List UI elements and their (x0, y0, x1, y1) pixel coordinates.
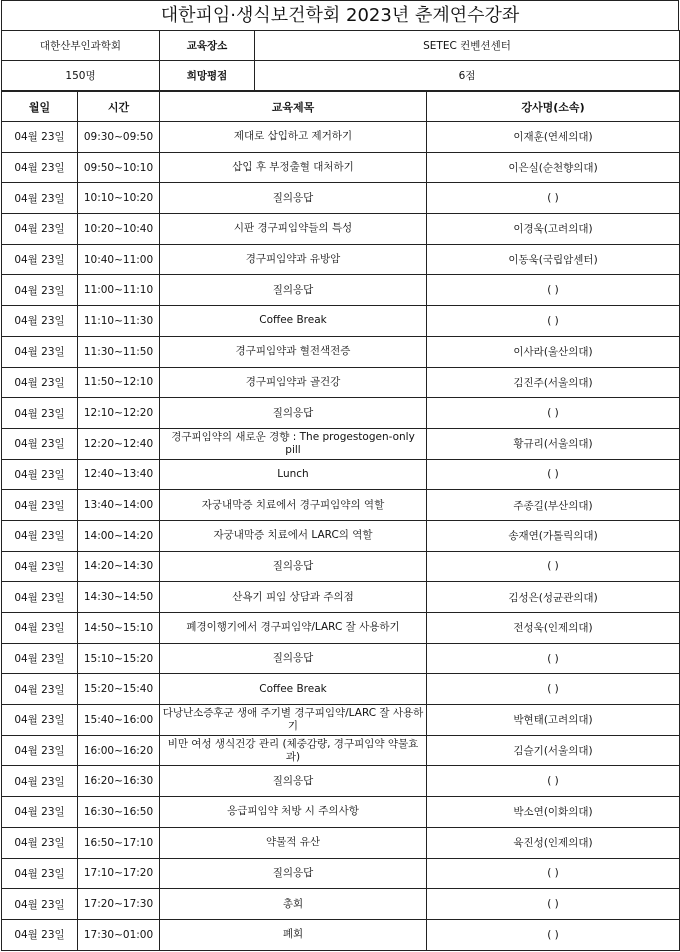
cell-date: 04월 23일 (2, 889, 78, 920)
cell-lecturer: 이사라(울산의대) (427, 336, 680, 367)
credit: 6점 (255, 61, 680, 91)
table-row (2, 306, 680, 337)
table-row (2, 122, 680, 153)
cell-time: 15:40~16:00 (78, 705, 160, 736)
cell-date: 04월 23일 (2, 367, 78, 398)
cell-subject: 산욕기 피임 상담과 주의점 (160, 582, 427, 613)
cell-time: 17:30~01:00 (78, 919, 160, 950)
cell-date: 04월 23일 (2, 551, 78, 582)
table-row (2, 244, 680, 275)
cell-time: 14:20~14:30 (78, 551, 160, 582)
cell-lecturer: ( ) (427, 398, 680, 429)
table-row (2, 797, 680, 828)
cell-lecturer: 이경욱(고려의대) (427, 214, 680, 245)
cell-time: 16:50~17:10 (78, 827, 160, 858)
cell-time: 15:10~15:20 (78, 643, 160, 674)
cell-time: 12:20~12:40 (78, 428, 160, 459)
cell-subject: Coffee Break (160, 674, 427, 705)
table-row (2, 520, 680, 551)
cell-date: 04월 23일 (2, 858, 78, 889)
schedule-body (2, 122, 680, 951)
table-row (2, 551, 680, 582)
cell-lecturer: ( ) (427, 674, 680, 705)
page-title: 대한피임·생식보건학회 2023년 춘계연수강좌 (1, 0, 679, 30)
schedule-page (1, 0, 679, 951)
table-row (2, 858, 680, 889)
cell-time: 09:50~10:10 (78, 152, 160, 183)
cell-date: 04월 23일 (2, 336, 78, 367)
cell-time: 12:40~13:40 (78, 459, 160, 490)
cell-date: 04월 23일 (2, 152, 78, 183)
cell-subject: 시판 경구피임약들의 특성 (160, 214, 427, 245)
cell-subject: 비만 여성 생식건강 관리 (체중감량, 경구피임약 약물효과) (160, 735, 427, 766)
cell-lecturer: ( ) (427, 766, 680, 797)
table-row (2, 643, 680, 674)
table-row (2, 766, 680, 797)
cell-lecturer: 박현태(고려의대) (427, 705, 680, 736)
cell-date: 04월 23일 (2, 735, 78, 766)
cell-lecturer: ( ) (427, 643, 680, 674)
column-header-time: 시간 (78, 92, 160, 122)
cell-date: 04월 23일 (2, 582, 78, 613)
table-row (2, 275, 680, 306)
cell-subject: 질의응답 (160, 766, 427, 797)
cell-lecturer: 이재훈(연세의대) (427, 122, 680, 153)
cell-date: 04월 23일 (2, 490, 78, 521)
cell-lecturer: 송재연(가톨릭의대) (427, 520, 680, 551)
cell-subject: 폐회 (160, 919, 427, 950)
table-row (2, 613, 680, 644)
cell-date: 04월 23일 (2, 766, 78, 797)
capacity: 150명 (2, 61, 160, 91)
column-header-date: 월일 (2, 92, 78, 122)
cell-time: 17:10~17:20 (78, 858, 160, 889)
cell-date: 04월 23일 (2, 244, 78, 275)
cell-time: 11:30~11:50 (78, 336, 160, 367)
credit-label: 희망평점 (160, 61, 255, 91)
cell-time: 11:00~11:10 (78, 275, 160, 306)
cell-subject: 질의응답 (160, 398, 427, 429)
cell-lecturer: 이은실(순천향의대) (427, 152, 680, 183)
cell-subject: 경구피임약의 새로운 경향 : The progestogen-only pill (160, 428, 427, 459)
cell-subject: Coffee Break (160, 306, 427, 337)
cell-subject: 다낭난소증후군 생애 주기별 경구피임약/LARC 잘 사용하기 (160, 705, 427, 736)
cell-subject: 경구피임약과 골건강 (160, 367, 427, 398)
cell-lecturer: ( ) (427, 459, 680, 490)
cell-subject: 경구피임약과 혈전색전증 (160, 336, 427, 367)
cell-date: 04월 23일 (2, 919, 78, 950)
cell-time: 11:10~11:30 (78, 306, 160, 337)
cell-time: 11:50~12:10 (78, 367, 160, 398)
info-row-venue (2, 31, 680, 61)
cell-time: 14:30~14:50 (78, 582, 160, 613)
cell-date: 04월 23일 (2, 122, 78, 153)
cell-lecturer: ( ) (427, 183, 680, 214)
table-row (2, 367, 680, 398)
info-table (1, 30, 680, 91)
cell-time: 16:00~16:20 (78, 735, 160, 766)
venue-label: 교육장소 (160, 31, 255, 61)
schedule-header-row (2, 92, 680, 122)
cell-date: 04월 23일 (2, 520, 78, 551)
cell-subject: 질의응답 (160, 183, 427, 214)
cell-time: 15:20~15:40 (78, 674, 160, 705)
cell-time: 10:40~11:00 (78, 244, 160, 275)
cell-time: 14:00~14:20 (78, 520, 160, 551)
cell-subject: 질의응답 (160, 858, 427, 889)
cell-subject: 약물적 유산 (160, 827, 427, 858)
cell-subject: 자궁내막증 치료에서 경구피임약의 역할 (160, 490, 427, 521)
cell-time: 13:40~14:00 (78, 490, 160, 521)
cell-time: 16:20~16:30 (78, 766, 160, 797)
cell-lecturer: 전성욱(인제의대) (427, 613, 680, 644)
table-row (2, 398, 680, 429)
cell-subject: 총회 (160, 889, 427, 920)
cell-date: 04월 23일 (2, 183, 78, 214)
cell-lecturer: 김진주(서울의대) (427, 367, 680, 398)
cell-date: 04월 23일 (2, 214, 78, 245)
cell-time: 17:20~17:30 (78, 889, 160, 920)
cell-date: 04월 23일 (2, 643, 78, 674)
cell-date: 04월 23일 (2, 674, 78, 705)
cell-lecturer: ( ) (427, 919, 680, 950)
table-row (2, 459, 680, 490)
cell-lecturer: 이동욱(국립암센터) (427, 244, 680, 275)
table-row (2, 674, 680, 705)
cell-subject: Lunch (160, 459, 427, 490)
cell-time: 14:50~15:10 (78, 613, 160, 644)
cell-time: 09:30~09:50 (78, 122, 160, 153)
cell-lecturer: 박소연(이화의대) (427, 797, 680, 828)
cell-lecturer: ( ) (427, 275, 680, 306)
table-row (2, 336, 680, 367)
cell-date: 04월 23일 (2, 797, 78, 828)
table-row (2, 889, 680, 920)
table-row (2, 428, 680, 459)
cell-lecturer: 육진성(인제의대) (427, 827, 680, 858)
column-header-lecturer: 강사명(소속) (427, 92, 680, 122)
table-row (2, 582, 680, 613)
venue: SETEC 컨벤션센터 (255, 31, 680, 61)
cell-subject: 질의응답 (160, 643, 427, 674)
cell-subject: 질의응답 (160, 275, 427, 306)
cell-lecturer: ( ) (427, 306, 680, 337)
table-row (2, 490, 680, 521)
cell-lecturer: 황규리(서울의대) (427, 428, 680, 459)
cell-date: 04월 23일 (2, 306, 78, 337)
cell-lecturer: 김성은(성균관의대) (427, 582, 680, 613)
cell-time: 10:10~10:20 (78, 183, 160, 214)
schedule-table (1, 91, 680, 951)
cell-subject: 삽입 후 부정출혈 대처하기 (160, 152, 427, 183)
cell-date: 04월 23일 (2, 613, 78, 644)
cell-lecturer: 김슬기(서울의대) (427, 735, 680, 766)
cell-subject: 폐경이행기에서 경구피임약/LARC 잘 사용하기 (160, 613, 427, 644)
cell-lecturer: ( ) (427, 858, 680, 889)
cell-subject: 경구피임약과 유방암 (160, 244, 427, 275)
cell-date: 04월 23일 (2, 398, 78, 429)
info-row-credit (2, 61, 680, 91)
table-row (2, 214, 680, 245)
cell-date: 04월 23일 (2, 459, 78, 490)
cell-date: 04월 23일 (2, 275, 78, 306)
cell-subject: 제대로 삽입하고 제거하기 (160, 122, 427, 153)
cell-lecturer: ( ) (427, 551, 680, 582)
table-row (2, 735, 680, 766)
cell-subject: 질의응답 (160, 551, 427, 582)
cell-lecturer: ( ) (427, 889, 680, 920)
cell-time: 12:10~12:20 (78, 398, 160, 429)
cell-date: 04월 23일 (2, 827, 78, 858)
cell-date: 04월 23일 (2, 428, 78, 459)
table-row (2, 827, 680, 858)
cell-subject: 자궁내막증 치료에서 LARC의 역할 (160, 520, 427, 551)
table-row (2, 919, 680, 950)
table-row (2, 183, 680, 214)
cell-date: 04월 23일 (2, 705, 78, 736)
cell-time: 16:30~16:50 (78, 797, 160, 828)
cell-time: 10:20~10:40 (78, 214, 160, 245)
table-row (2, 152, 680, 183)
table-row (2, 705, 680, 736)
organizer: 대한산부인과학회 (2, 31, 160, 61)
column-header-subject: 교육제목 (160, 92, 427, 122)
cell-subject: 응급피임약 처방 시 주의사항 (160, 797, 427, 828)
cell-lecturer: 주종길(부산의대) (427, 490, 680, 521)
